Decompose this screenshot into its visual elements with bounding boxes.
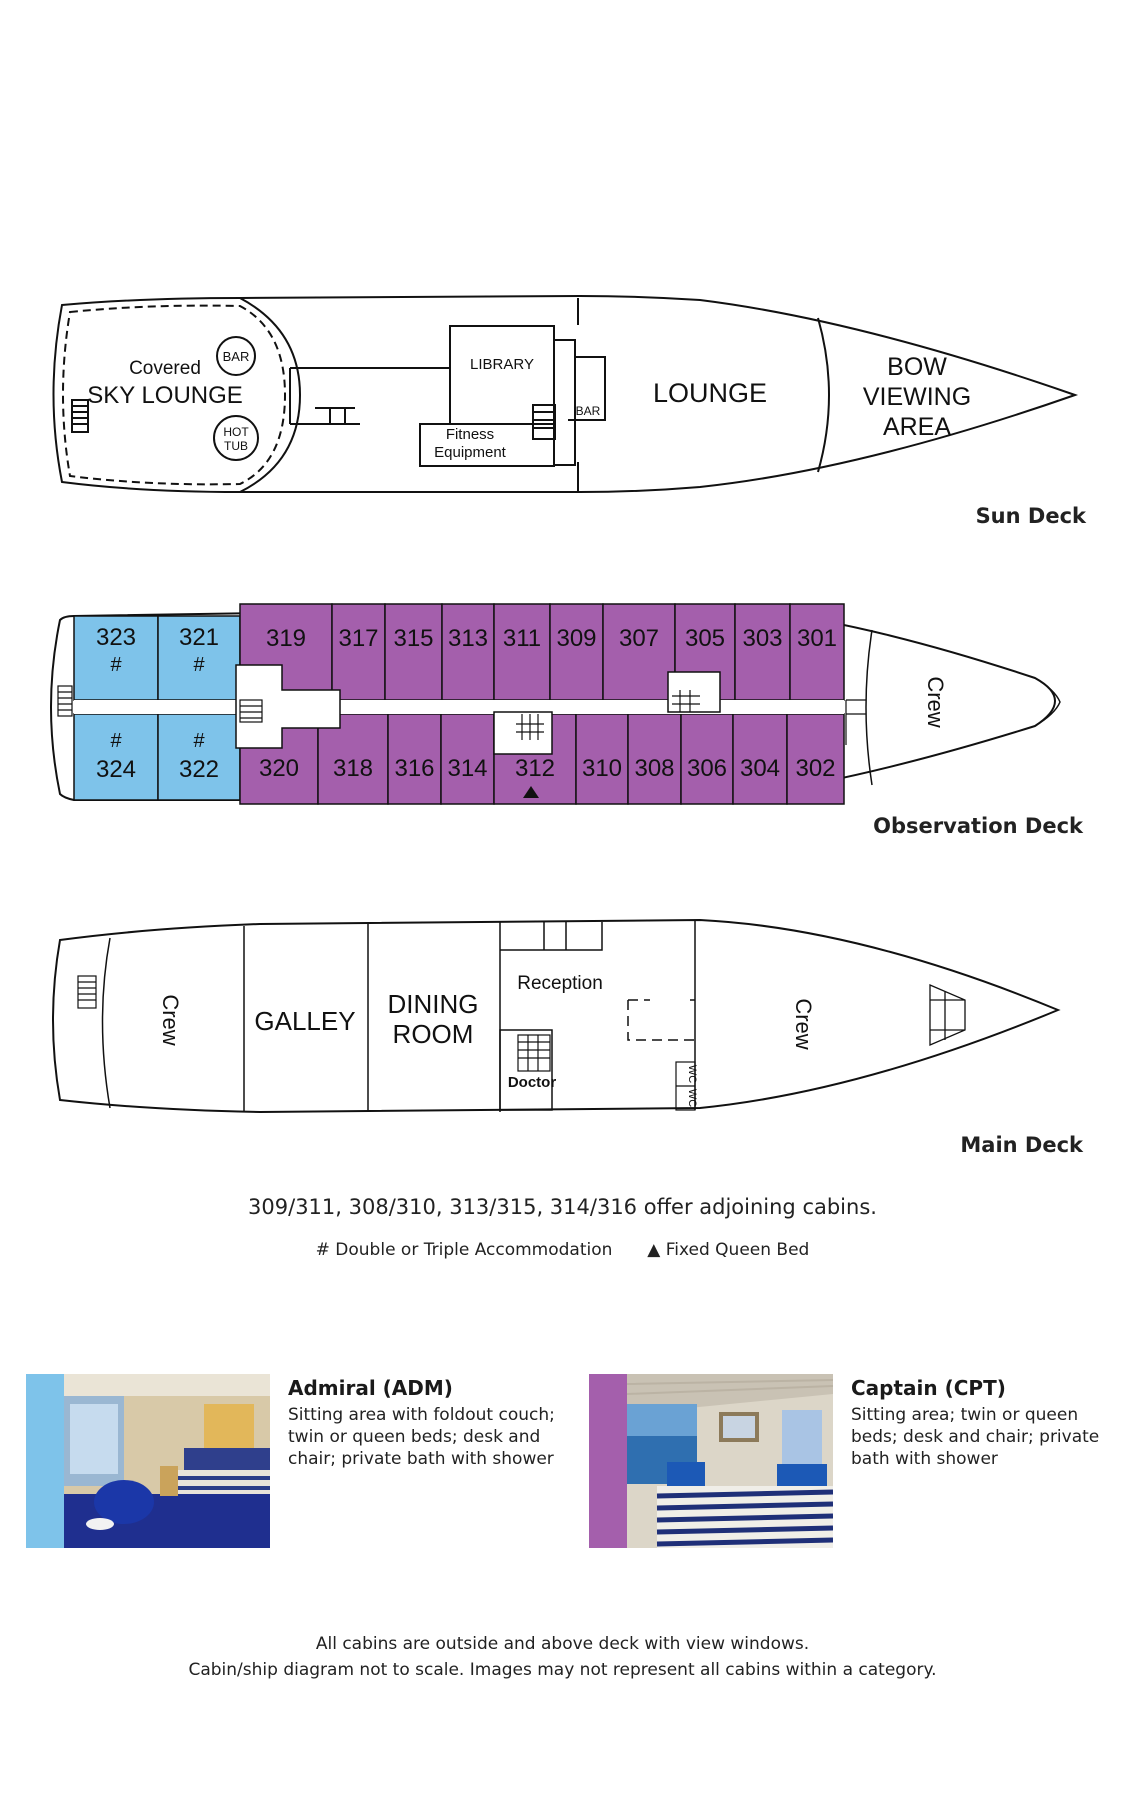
sun-corridor [290, 368, 450, 424]
double-mark-321: # [193, 654, 205, 676]
cpt-cabin-307 [603, 604, 675, 700]
main-crew-aft-label: Crew [158, 994, 183, 1046]
admiral-description: Sitting area with foldout couch; twin or queen beds; desk and chair; private bath with shower [288, 1405, 555, 1469]
cabin-label-308: 308 [634, 755, 675, 782]
cpt-cabin-313 [442, 604, 494, 700]
main-crew-fwd-label: Crew [791, 998, 816, 1050]
wc-label-1: WC [686, 1064, 698, 1084]
captain-color-swatch [589, 1374, 627, 1548]
cabin-label-307: 307 [618, 625, 660, 652]
cabin-label-306: 306 [686, 755, 728, 782]
dining-label-1: DINING [387, 989, 479, 1019]
library-label: LIBRARY [470, 356, 534, 373]
bow-viewing-divider [818, 318, 829, 472]
main-aft-stairs [78, 976, 96, 1008]
cabin-label-309: 309 [556, 625, 597, 652]
reception-top-room [500, 922, 602, 950]
cabin-label-315: 315 [393, 625, 434, 652]
double-mark-324: # [110, 730, 122, 752]
sun-deck-stairs-aft [72, 400, 88, 432]
cpt-cabin-301 [790, 604, 844, 700]
double-mark-323: # [110, 654, 122, 676]
cabin-label-304: 304 [739, 755, 781, 782]
cabin-label-314: 314 [447, 755, 488, 782]
cabin-label-316: 316 [394, 755, 435, 782]
sun-stairs [533, 405, 555, 439]
cabin-label-302: 302 [795, 755, 836, 782]
lounge-label: LOUNGE [652, 378, 768, 408]
legend-queen-bed: ▲ Fixed Queen Bed [647, 1240, 810, 1260]
cabin-label-318: 318 [332, 755, 374, 782]
mid-stair-block [494, 712, 552, 754]
captain-description: Sitting area; twin or queen beds; desk and chair; private bath with shower [851, 1405, 1100, 1469]
captain-name: Captain (CPT) [851, 1376, 1006, 1400]
bar-label: BAR [222, 349, 250, 364]
reception-label: Reception [517, 973, 603, 994]
main-deck-label: Main Deck [960, 1133, 1083, 1157]
sky-lounge-label: SKY LOUNGE [87, 382, 243, 409]
cpt-cabin-311 [494, 604, 550, 700]
galley-label: GALLEY [254, 1006, 356, 1036]
cabin-label-313: 313 [447, 625, 489, 652]
footer-line-2: Cabin/ship diagram not to scale. Images may not represent all cabins within a category. [188, 1660, 937, 1680]
cabin-label-319: 319 [265, 625, 307, 652]
sun-stair-well [554, 340, 575, 465]
legend [0, 1240, 1125, 1260]
admiral-cabin-photo [64, 1374, 270, 1548]
hot-tub-label-2: TUB [224, 439, 248, 453]
bar2-label: BAR [575, 404, 601, 418]
cpt-cabin-315 [385, 604, 442, 700]
bow-label-1: BOW [887, 353, 947, 381]
cabin-label-303: 303 [742, 625, 783, 652]
cabin-label-310: 310 [581, 755, 623, 782]
observation-deck-label: Observation Deck [873, 814, 1083, 838]
dining-label-2: ROOM [392, 1019, 474, 1049]
fitness-label-1: Fitness [445, 426, 495, 443]
bow-label-3: AREA [882, 413, 952, 441]
main-stairs [518, 1035, 550, 1071]
hot-tub-label-1: HOT [223, 425, 249, 439]
main-deck-labels [158, 973, 816, 1107]
bow-structure [930, 985, 965, 1045]
bow-label-2: VIEWING [862, 383, 972, 411]
cabin-label-322: 322 [178, 756, 220, 783]
fwd-stair-block [668, 672, 720, 712]
cabin-label-324: 324 [95, 756, 137, 783]
cabin-label-320: 320 [258, 755, 300, 782]
cpt-cabin-317 [332, 604, 385, 700]
legend-double-occupancy: # Double or Triple Accommodation [315, 1240, 613, 1260]
cabin-label-311: 311 [502, 625, 542, 652]
cabin-label-323: 323 [95, 624, 137, 651]
captain-cabin-photo [627, 1374, 833, 1548]
cpt-cabin-309 [550, 604, 603, 700]
wc-label-2: WC [686, 1088, 698, 1108]
adjoining-cabins-note: 309/311, 308/310, 313/315, 314/316 offer adjoining cabins. [248, 1195, 877, 1219]
double-mark-322: # [193, 730, 205, 752]
cabin-label-312: 312 [514, 755, 556, 782]
reception-desk [628, 1000, 695, 1040]
fitness-label-2: Equipment [434, 444, 506, 461]
admiral-name: Admiral (ADM) [288, 1376, 453, 1400]
cabin-label-301: 301 [796, 625, 838, 652]
captain-text [851, 1376, 1121, 1470]
sun-deck-label: Sun Deck [975, 504, 1086, 528]
cabin-label-317: 317 [338, 625, 379, 652]
category-captain [589, 1374, 1109, 1548]
cabin-label-321: 321 [178, 624, 220, 651]
category-admiral [26, 1374, 566, 1548]
doctor-label: Doctor [507, 1074, 557, 1091]
admiral-color-swatch [26, 1374, 64, 1548]
footer-line-1: All cabins are outside and above deck with view windows. [315, 1634, 810, 1654]
obs-crew-label: Crew [923, 676, 948, 728]
cpt-cabin-303 [735, 604, 790, 700]
observation-corridor [74, 700, 844, 714]
admiral-text [288, 1376, 558, 1470]
captain-cabins-top [240, 604, 844, 700]
covered-label: Covered [129, 358, 201, 379]
library-room [450, 326, 554, 424]
cabin-label-305: 305 [684, 625, 726, 652]
